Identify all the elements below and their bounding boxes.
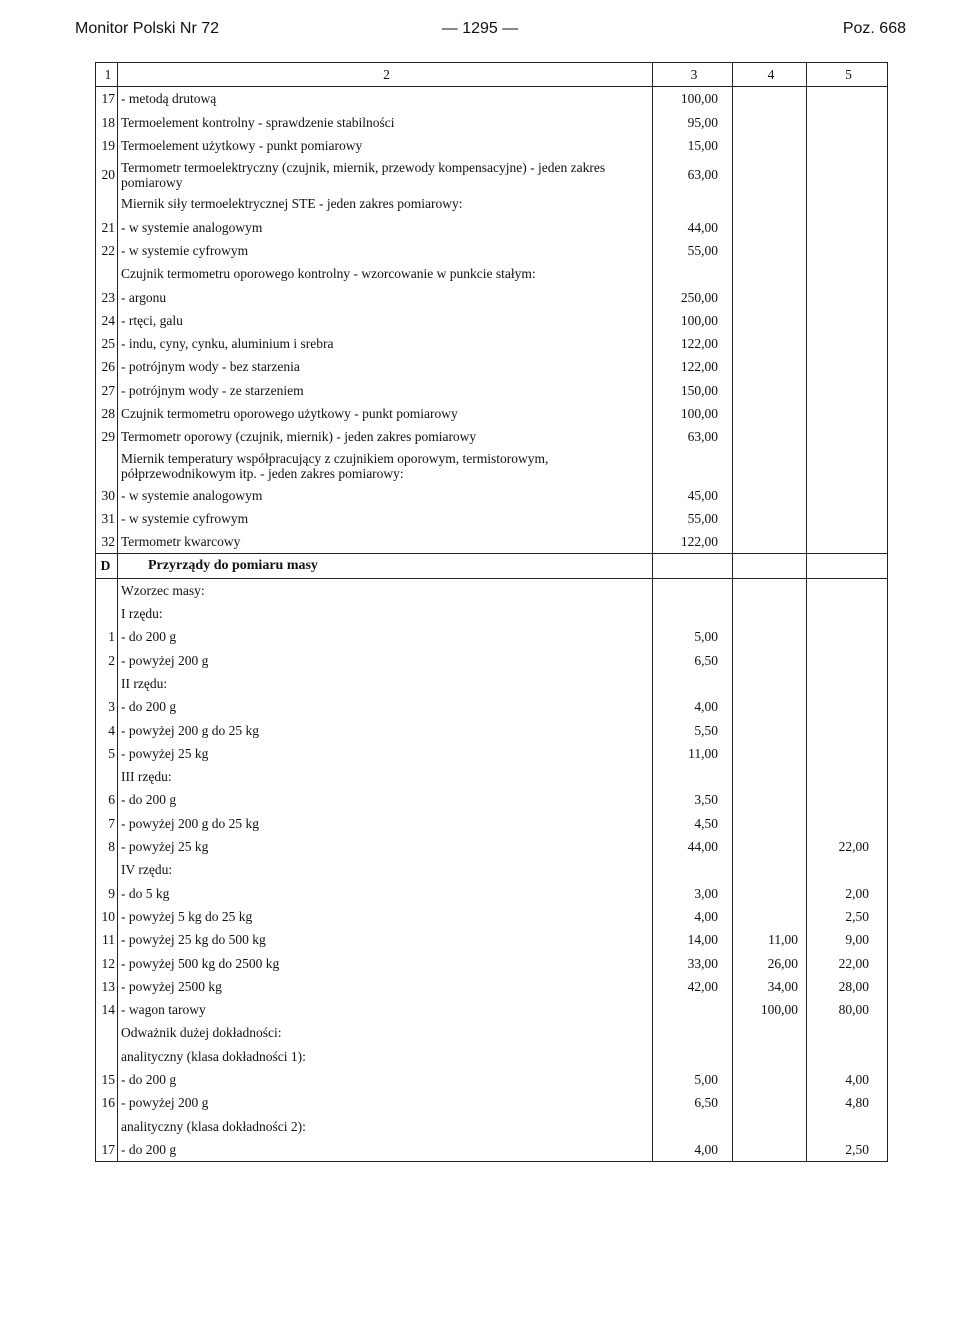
- fee-column-5: 28,00: [807, 975, 888, 998]
- fee-column-5: [807, 87, 888, 111]
- row-description: Termometr termoelektryczny (czujnik, miernik, przewody kompensacyjne) - jeden zakres pomiarowy: [118, 157, 653, 192]
- row-description: - w systemie cyfrowym: [118, 239, 653, 262]
- fee-column-5: [807, 554, 888, 578]
- fee-column-5: [807, 402, 888, 425]
- table-row: [96, 285, 888, 308]
- fee-column-4: [733, 1021, 807, 1044]
- fee-column-5: [807, 215, 888, 238]
- fee-column-3: [653, 578, 733, 602]
- row-number: 1: [96, 625, 118, 648]
- row-description: Miernik siły termoelektrycznej STE - jeden zakres pomiarowy:: [118, 192, 653, 215]
- row-number: 29: [96, 425, 118, 448]
- table-row: [96, 765, 888, 788]
- publication-title: Monitor Polski Nr 72: [75, 20, 220, 37]
- row-description: Termoelement użytkowy - punkt pomiarowy: [118, 134, 653, 157]
- table-row: [96, 742, 888, 765]
- fee-column-4: [733, 625, 807, 648]
- row-description: - powyżej 25 kg: [118, 742, 653, 765]
- fee-column-5: [807, 379, 888, 402]
- fee-column-3: [653, 192, 733, 215]
- table-row: [96, 530, 888, 554]
- fee-column-4: [733, 483, 807, 506]
- fee-column-5: 4,80: [807, 1091, 888, 1114]
- fee-column-5: [807, 788, 888, 811]
- fee-column-3: 100,00: [653, 87, 733, 111]
- fee-column-4: [733, 602, 807, 625]
- table-row: [96, 788, 888, 811]
- table-row: [96, 602, 888, 625]
- row-number: 2: [96, 649, 118, 672]
- row-number: 17: [96, 87, 118, 111]
- fee-column-5: [807, 1045, 888, 1068]
- fee-column-4: [733, 192, 807, 215]
- fee-column-5: 80,00: [807, 998, 888, 1021]
- table-row: [96, 483, 888, 506]
- fee-column-4: [733, 1114, 807, 1137]
- table-row: [96, 649, 888, 672]
- row-number: 14: [96, 998, 118, 1021]
- fee-column-4: [733, 332, 807, 355]
- row-number: [96, 765, 118, 788]
- row-description: - w systemie analogowym: [118, 215, 653, 238]
- fee-column-4: [733, 402, 807, 425]
- fee-table: [95, 62, 888, 1162]
- fee-column-3: 122,00: [653, 530, 733, 554]
- fee-column-5: [807, 332, 888, 355]
- fee-column-3: [653, 998, 733, 1021]
- row-description: Czujnik termometru oporowego kontrolny - wzorcowanie w punkcie stałym:: [118, 262, 653, 285]
- fee-column-3: 11,00: [653, 742, 733, 765]
- row-number: 11: [96, 928, 118, 951]
- row-description: Termoelement kontrolny - sprawdzenie stabilności: [118, 111, 653, 134]
- table-row: [96, 858, 888, 881]
- row-number: 19: [96, 134, 118, 157]
- fee-column-4: [733, 285, 807, 308]
- row-description: - w systemie cyfrowym: [118, 507, 653, 530]
- row-description: - do 200 g: [118, 1138, 653, 1162]
- fee-column-5: [807, 578, 888, 602]
- fee-column-3: 55,00: [653, 507, 733, 530]
- fee-column-4: [733, 530, 807, 554]
- table-row: [96, 239, 888, 262]
- fee-column-5: [807, 530, 888, 554]
- row-description: - powyżej 200 g: [118, 1091, 653, 1114]
- fee-column-3: 6,50: [653, 649, 733, 672]
- row-number: [96, 1114, 118, 1137]
- fee-column-4: [733, 695, 807, 718]
- fee-column-5: [807, 812, 888, 835]
- row-description: II rzędu:: [118, 672, 653, 695]
- table-row: [96, 905, 888, 928]
- column-header: 4: [733, 63, 807, 87]
- row-description: - do 200 g: [118, 695, 653, 718]
- table-row: [96, 355, 888, 378]
- table-row: [96, 1021, 888, 1044]
- row-description: - powyżej 200 g do 25 kg: [118, 812, 653, 835]
- row-description: - powyżej 500 kg do 2500 kg: [118, 951, 653, 974]
- row-description: Termometr oporowy (czujnik, miernik) - jeden zakres pomiarowy: [118, 425, 653, 448]
- fee-column-4: [733, 672, 807, 695]
- fee-column-3: [653, 554, 733, 578]
- row-description: - powyżej 2500 kg: [118, 975, 653, 998]
- fee-column-4: [733, 425, 807, 448]
- row-number: 27: [96, 379, 118, 402]
- fee-column-4: 34,00: [733, 975, 807, 998]
- fee-column-5: [807, 192, 888, 215]
- column-header: 5: [807, 63, 888, 87]
- fee-column-5: 4,00: [807, 1068, 888, 1091]
- fee-column-3: 63,00: [653, 425, 733, 448]
- row-description: - powyżej 25 kg do 500 kg: [118, 928, 653, 951]
- fee-column-4: 100,00: [733, 998, 807, 1021]
- fee-column-3: [653, 1045, 733, 1068]
- item-number: Poz. 668: [842, 20, 906, 37]
- fee-column-5: 22,00: [807, 835, 888, 858]
- fee-column-4: [733, 134, 807, 157]
- row-description: analityczny (klasa dokładności 2):: [118, 1114, 653, 1137]
- row-description: - potrójnym wody - bez starzenia: [118, 355, 653, 378]
- row-number: 21: [96, 215, 118, 238]
- fee-column-5: [807, 742, 888, 765]
- fee-column-3: 3,50: [653, 788, 733, 811]
- fee-column-3: 122,00: [653, 355, 733, 378]
- fee-column-3: 45,00: [653, 483, 733, 506]
- fee-column-3: 100,00: [653, 402, 733, 425]
- table-row: [96, 507, 888, 530]
- row-description: analityczny (klasa dokładności 1):: [118, 1045, 653, 1068]
- row-number: 32: [96, 530, 118, 554]
- fee-column-3: 33,00: [653, 951, 733, 974]
- row-number: 30: [96, 483, 118, 506]
- row-number: 16: [96, 1091, 118, 1114]
- fee-column-3: 55,00: [653, 239, 733, 262]
- section-row: [96, 554, 888, 578]
- fee-column-4: [733, 649, 807, 672]
- row-number: 22: [96, 239, 118, 262]
- row-number: [96, 448, 118, 483]
- row-description: Przyrządy do pomiaru masy: [118, 554, 653, 578]
- row-description: - powyżej 200 g do 25 kg: [118, 718, 653, 741]
- table-row: [96, 998, 888, 1021]
- table-row: [96, 157, 888, 192]
- row-number: 8: [96, 835, 118, 858]
- table-row: [96, 975, 888, 998]
- fee-column-3: 44,00: [653, 835, 733, 858]
- table-row: [96, 1045, 888, 1068]
- row-description: - rtęci, galu: [118, 309, 653, 332]
- row-number: [96, 578, 118, 602]
- table-row: [96, 928, 888, 951]
- fee-column-5: [807, 262, 888, 285]
- row-description: Miernik temperatury współpracujący z czujnikiem oporowym, termistorowym, półprzewodnikowym itp. - jeden zakres pomiarowy:: [118, 448, 653, 483]
- row-number: 31: [96, 507, 118, 530]
- fee-column-3: [653, 1021, 733, 1044]
- page-header: [0, 20, 960, 44]
- fee-column-4: [733, 882, 807, 905]
- row-number: 17: [96, 1138, 118, 1162]
- row-number: [96, 262, 118, 285]
- fee-column-3: 63,00: [653, 157, 733, 192]
- table-row: [96, 402, 888, 425]
- fee-column-5: [807, 239, 888, 262]
- row-number: 18: [96, 111, 118, 134]
- fee-column-4: [733, 239, 807, 262]
- fee-column-5: [807, 858, 888, 881]
- fee-column-4: [733, 858, 807, 881]
- fee-column-3: 5,50: [653, 718, 733, 741]
- table-row: [96, 262, 888, 285]
- table-row: [96, 951, 888, 974]
- table-row: [96, 448, 888, 483]
- row-description: Termometr kwarcowy: [118, 530, 653, 554]
- fee-column-3: 150,00: [653, 379, 733, 402]
- table-row: [96, 578, 888, 602]
- fee-column-3: 4,00: [653, 905, 733, 928]
- fee-column-3: [653, 602, 733, 625]
- row-number: 12: [96, 951, 118, 974]
- row-number: 28: [96, 402, 118, 425]
- fee-column-5: [807, 625, 888, 648]
- fee-column-5: [807, 1114, 888, 1137]
- fee-column-3: [653, 858, 733, 881]
- table-row: [96, 1091, 888, 1114]
- fee-column-3: 4,00: [653, 1138, 733, 1162]
- table-row: [96, 87, 888, 111]
- row-number: 15: [96, 1068, 118, 1091]
- fee-column-5: [807, 285, 888, 308]
- row-number: 7: [96, 812, 118, 835]
- row-description: - w systemie analogowym: [118, 483, 653, 506]
- fee-column-5: [807, 672, 888, 695]
- row-description: IV rzędu:: [118, 858, 653, 881]
- fee-column-5: [807, 355, 888, 378]
- row-description: - powyżej 200 g: [118, 649, 653, 672]
- fee-column-5: [807, 507, 888, 530]
- table-row: [96, 192, 888, 215]
- fee-column-4: [733, 742, 807, 765]
- row-number: [96, 672, 118, 695]
- fee-column-3: [653, 448, 733, 483]
- fee-column-4: [733, 157, 807, 192]
- table-row: [96, 1114, 888, 1137]
- fee-column-3: 95,00: [653, 111, 733, 134]
- row-description: - metodą drutową: [118, 87, 653, 111]
- fee-column-3: 44,00: [653, 215, 733, 238]
- fee-column-4: [733, 355, 807, 378]
- fee-column-3: [653, 765, 733, 788]
- row-number: [96, 858, 118, 881]
- fee-column-3: [653, 672, 733, 695]
- fee-column-4: [733, 788, 807, 811]
- fee-column-5: [807, 765, 888, 788]
- fee-column-4: [733, 1068, 807, 1091]
- column-header: 2: [118, 63, 653, 87]
- row-description: - do 5 kg: [118, 882, 653, 905]
- fee-column-3: 14,00: [653, 928, 733, 951]
- row-description: Odważnik dużej dokładności:: [118, 1021, 653, 1044]
- fee-column-4: 11,00: [733, 928, 807, 951]
- fee-column-4: [733, 215, 807, 238]
- table-row: [96, 672, 888, 695]
- fee-column-4: [733, 111, 807, 134]
- fee-column-3: 3,00: [653, 882, 733, 905]
- fee-column-4: [733, 905, 807, 928]
- fee-column-5: 2,00: [807, 882, 888, 905]
- table-row: [96, 309, 888, 332]
- fee-column-3: 4,50: [653, 812, 733, 835]
- fee-column-4: 26,00: [733, 951, 807, 974]
- fee-column-4: [733, 262, 807, 285]
- table-row: [96, 882, 888, 905]
- row-description: - indu, cyny, cynku, aluminium i srebra: [118, 332, 653, 355]
- row-number: [96, 192, 118, 215]
- row-number: 25: [96, 332, 118, 355]
- row-description: - do 200 g: [118, 625, 653, 648]
- row-description: - potrójnym wody - ze starzeniem: [118, 379, 653, 402]
- fee-column-5: [807, 718, 888, 741]
- fee-column-3: 5,00: [653, 1068, 733, 1091]
- fee-column-4: [733, 507, 807, 530]
- fee-column-5: 22,00: [807, 951, 888, 974]
- row-number: 26: [96, 355, 118, 378]
- fee-column-4: [733, 1138, 807, 1162]
- fee-column-5: [807, 134, 888, 157]
- fee-column-3: 5,00: [653, 625, 733, 648]
- fee-column-5: [807, 425, 888, 448]
- row-description: Wzorzec masy:: [118, 578, 653, 602]
- row-number: 10: [96, 905, 118, 928]
- row-number: 24: [96, 309, 118, 332]
- table-row: [96, 695, 888, 718]
- fee-column-5: 2,50: [807, 1138, 888, 1162]
- row-description: - argonu: [118, 285, 653, 308]
- column-header: 3: [653, 63, 733, 87]
- fee-column-5: [807, 309, 888, 332]
- fee-column-5: [807, 649, 888, 672]
- row-description: - powyżej 25 kg: [118, 835, 653, 858]
- fee-column-5: 9,00: [807, 928, 888, 951]
- table-row: [96, 134, 888, 157]
- fee-column-4: [733, 379, 807, 402]
- fee-column-4: [733, 835, 807, 858]
- table-row: [96, 332, 888, 355]
- fee-column-5: [807, 1021, 888, 1044]
- row-number: 6: [96, 788, 118, 811]
- fee-column-3: 100,00: [653, 309, 733, 332]
- page-number: — 1295 —: [441, 20, 519, 37]
- fee-column-3: 122,00: [653, 332, 733, 355]
- row-number: D: [96, 554, 118, 578]
- fee-column-4: [733, 554, 807, 578]
- fee-column-4: [733, 1045, 807, 1068]
- row-description: - powyżej 5 kg do 25 kg: [118, 905, 653, 928]
- table-row: [96, 379, 888, 402]
- table-row: [96, 425, 888, 448]
- table-row: [96, 718, 888, 741]
- row-description: I rzędu:: [118, 602, 653, 625]
- fee-column-5: 2,50: [807, 905, 888, 928]
- table-row: [96, 625, 888, 648]
- fee-column-3: 4,00: [653, 695, 733, 718]
- row-description: Czujnik termometru oporowego użytkowy - punkt pomiarowy: [118, 402, 653, 425]
- row-description: - do 200 g: [118, 788, 653, 811]
- table-row: [96, 111, 888, 134]
- fee-column-5: [807, 695, 888, 718]
- fee-table-body: [96, 63, 888, 1162]
- fee-column-5: [807, 157, 888, 192]
- table-row: [96, 215, 888, 238]
- fee-column-4: [733, 309, 807, 332]
- row-description: - do 200 g: [118, 1068, 653, 1091]
- fee-column-4: [733, 87, 807, 111]
- table-row: [96, 1138, 888, 1162]
- row-number: [96, 1045, 118, 1068]
- fee-column-3: 250,00: [653, 285, 733, 308]
- row-description: - wagon tarowy: [118, 998, 653, 1021]
- fee-column-4: [733, 812, 807, 835]
- table-header-row: [96, 63, 888, 87]
- fee-column-3: [653, 1114, 733, 1137]
- fee-column-4: [733, 765, 807, 788]
- row-number: 3: [96, 695, 118, 718]
- table-row: [96, 1068, 888, 1091]
- fee-column-5: [807, 602, 888, 625]
- column-header: 1: [96, 63, 118, 87]
- fee-column-5: [807, 483, 888, 506]
- table-row: [96, 835, 888, 858]
- row-number: 20: [96, 157, 118, 192]
- row-number: 5: [96, 742, 118, 765]
- fee-column-3: 42,00: [653, 975, 733, 998]
- row-number: 4: [96, 718, 118, 741]
- row-number: 9: [96, 882, 118, 905]
- fee-column-4: [733, 1091, 807, 1114]
- row-description: III rzędu:: [118, 765, 653, 788]
- fee-column-4: [733, 448, 807, 483]
- fee-column-5: [807, 111, 888, 134]
- table-row: [96, 812, 888, 835]
- fee-column-3: 15,00: [653, 134, 733, 157]
- fee-column-4: [733, 718, 807, 741]
- row-number: 23: [96, 285, 118, 308]
- fee-column-4: [733, 578, 807, 602]
- fee-column-3: 6,50: [653, 1091, 733, 1114]
- fee-column-3: [653, 262, 733, 285]
- row-number: [96, 1021, 118, 1044]
- row-number: [96, 602, 118, 625]
- fee-column-5: [807, 448, 888, 483]
- row-number: 13: [96, 975, 118, 998]
